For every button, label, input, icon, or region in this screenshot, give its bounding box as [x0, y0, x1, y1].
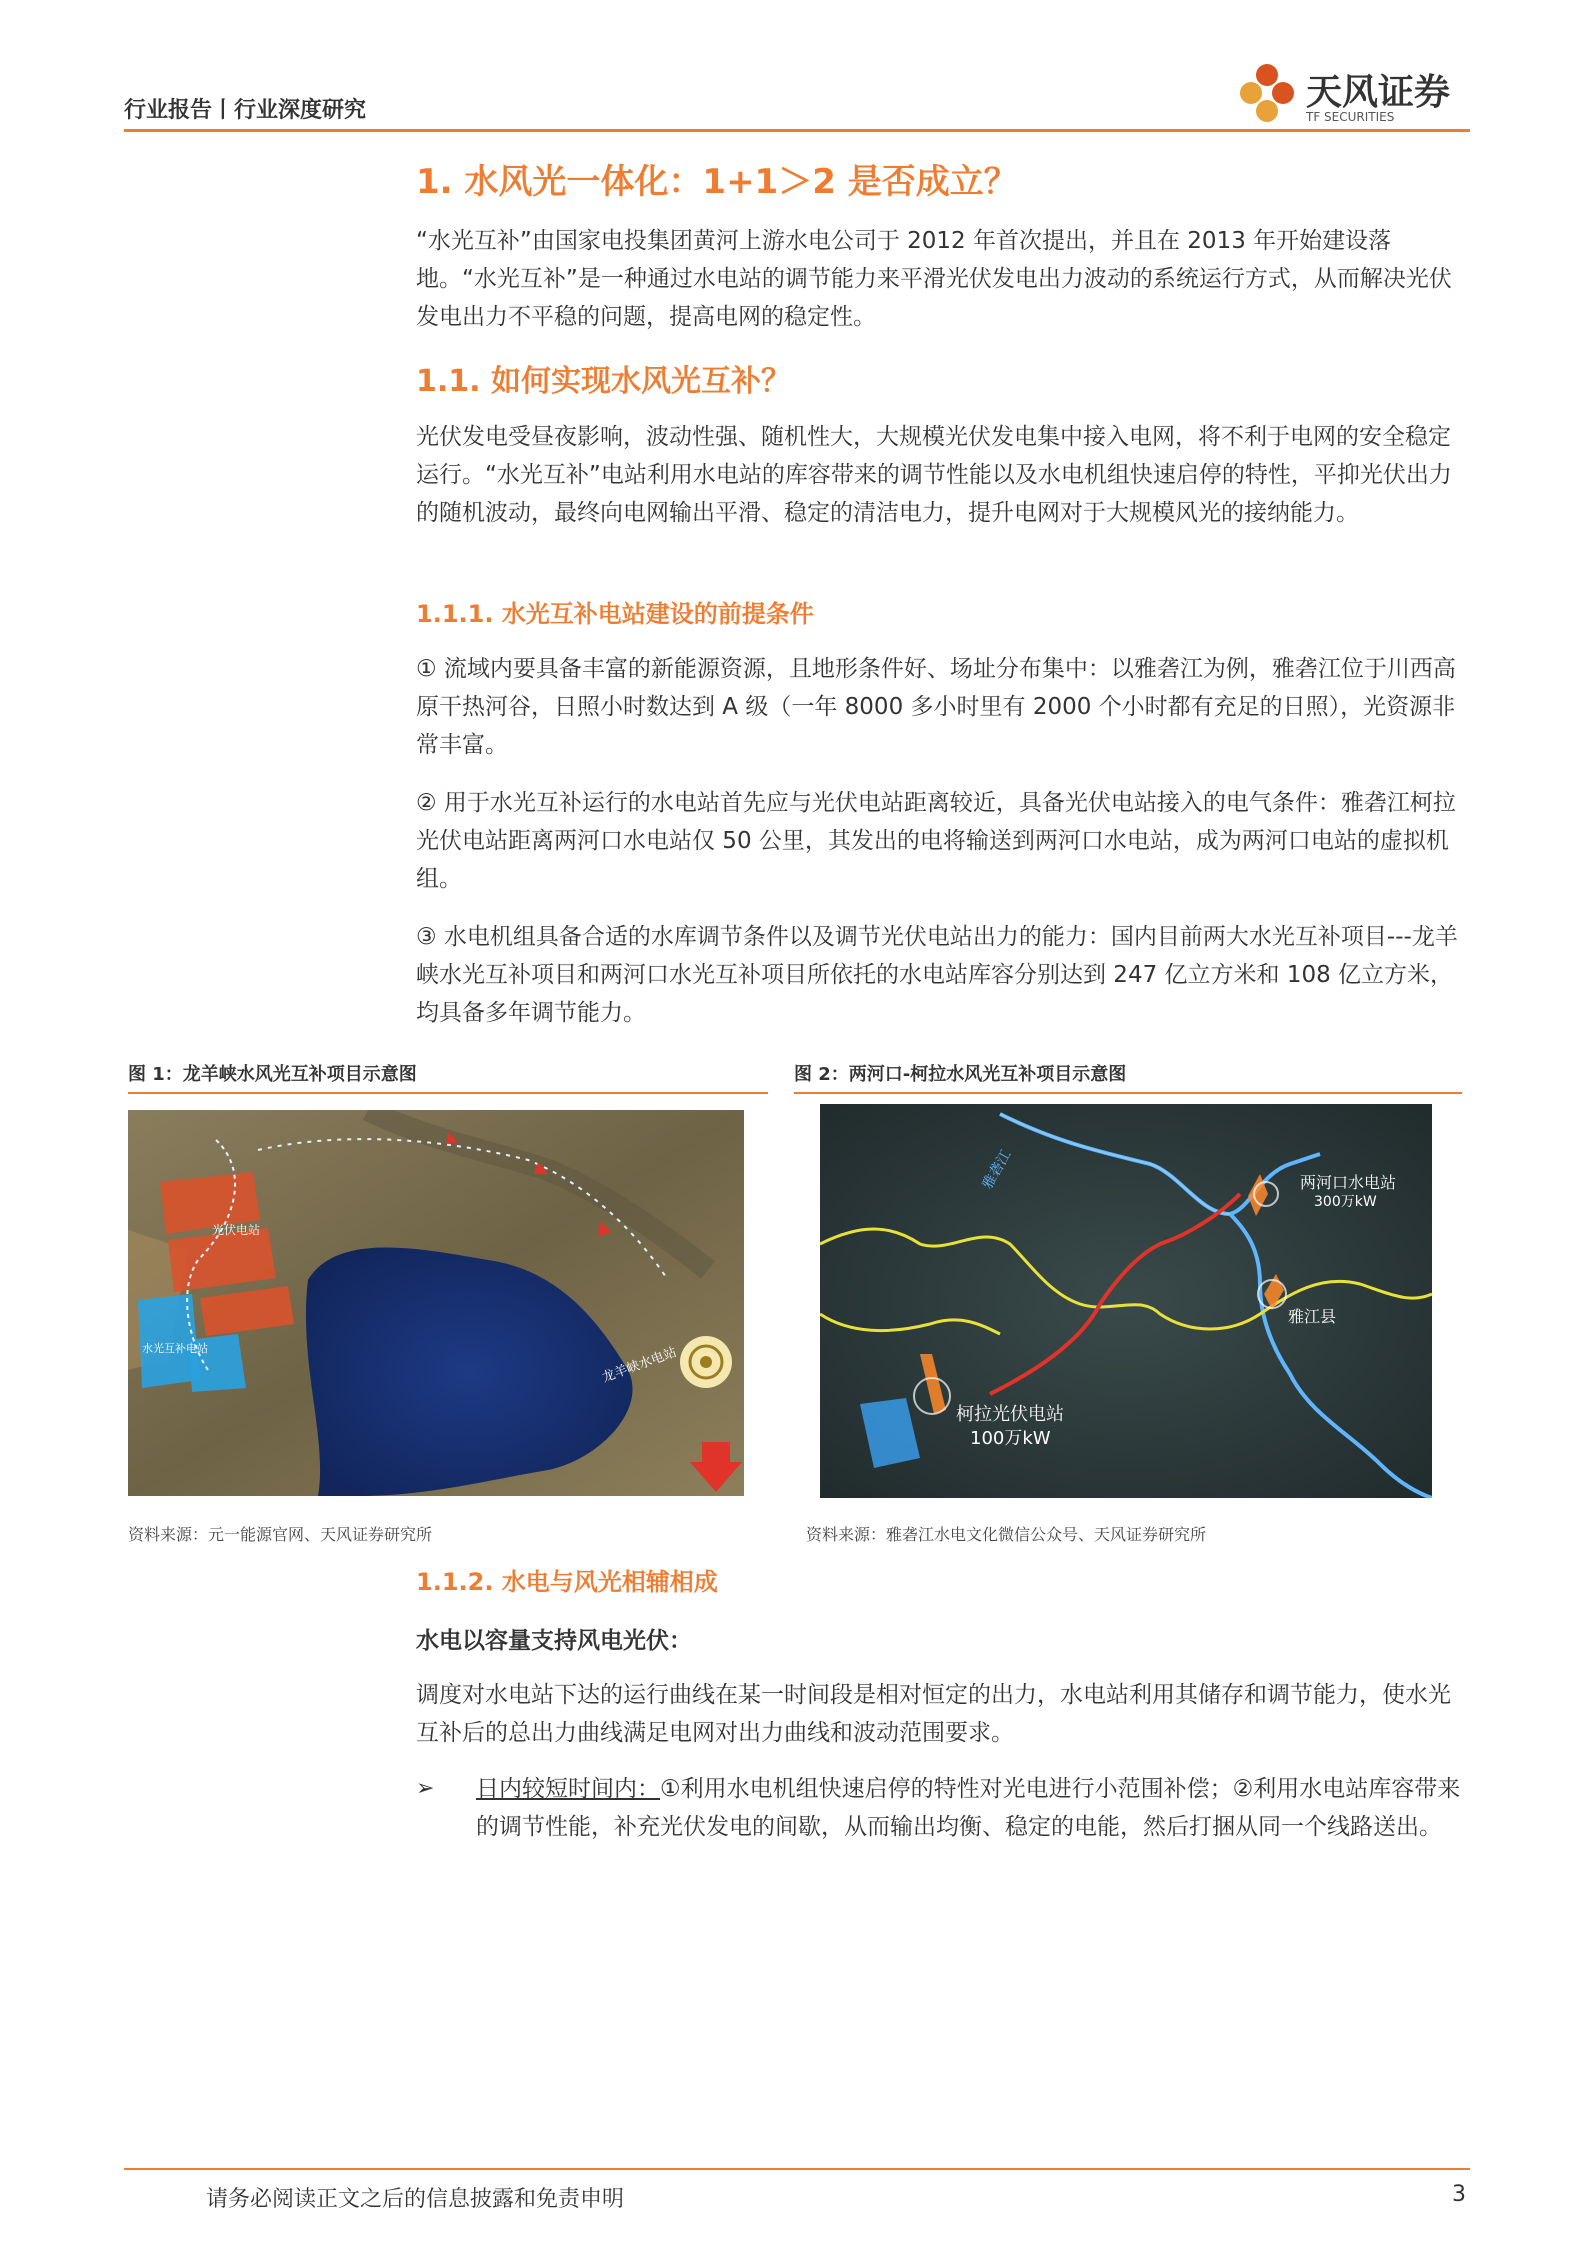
page-header — [124, 60, 1470, 132]
fig2-label-capacity-2: 100万kW — [970, 1428, 1051, 1449]
fig2-label-station: 两河口水电站 — [1300, 1173, 1397, 1192]
fig1-label-hydro: 龙羊峡水电站 — [600, 1344, 679, 1386]
section-1-1-2-text: 调度对水电站下达的运行曲线在某一时间段是相对恒定的出力，水电站利用其储存和调节能力，使水光互补后的总出力曲线满足电网对出力曲线和波动范围要求。 — [416, 1682, 1451, 1746]
fig2-label-county: 雅江县 — [1288, 1307, 1337, 1326]
fig2-label-pv: 柯拉光伏电站 — [956, 1404, 1064, 1425]
flower-logo-icon — [1240, 64, 1296, 124]
figure-1-map — [128, 1110, 744, 1496]
section-1-1-2-heading: 1.1.2. 水电与风光相辅相成 — [416, 1568, 718, 1596]
bullet-item — [476, 1770, 1470, 1846]
section-1-1-heading: 1.1. 如何实现水风光互补？ — [416, 364, 791, 399]
section-1-1-1-heading: 1.1.1. 水光互补电站建设的前提条件 — [416, 600, 814, 628]
figure-1-caption: 图 1：龙羊峡水风光互补项目示意图 — [128, 1060, 768, 1094]
section-1-1-text: 光伏发电受昼夜影响，波动性强、随机性大，大规模光伏发电集中接入电网，将不利于电网的安全稳定运行。“水光互补”电站利用水电站的库容带来的调节性能以及水电机组快速启停的特性，平抑光伏出力的随机波动，最终向电网输出平滑、稳定的清洁电力，提升电网对于大规模风光的接纳能力。 — [416, 424, 1452, 526]
section-1-intro: “水光互补”由国家电投集团黄河上游水电公司于 2012 年首次提出，并且在 2013 年开始建设落地。“水光互补”是一种通过水电站的调节能力来平滑光伏发电出力波动的系统运行方式，从而解决光伏发电出力不平稳的问题，提高电网的稳定性。 — [416, 228, 1452, 330]
condition-item-2: ② 用于水光互补运行的水电站首先应与光伏电站距离较近，具备光伏电站接入的电气条件：雅砻江柯拉光伏电站距离两河口水电站仅 50 公里，其发出的电将输送到两河口水电站，成为两河口电站的虚拟机组。 — [416, 790, 1456, 892]
figure-2-image — [820, 1104, 1432, 1498]
company-logo — [1240, 60, 1470, 130]
figure-1-image — [128, 1110, 744, 1496]
header-divider — [124, 129, 1470, 132]
condition-item-1: ① 流域内要具备丰富的新能源资源，且地形条件好、场址分布集中：以雅砻江为例，雅砻江位于川西高原干热河谷，日照小时数达到 A 级（一年 8000 多小时里有 2000 个小时都有充足的日照），光资源非常丰富。 — [416, 656, 1456, 758]
figure-1-source: 资料来源：元一能源官网、天风证券研究所 — [128, 1525, 433, 1544]
footer-divider — [124, 2168, 1470, 2170]
bullet-text: ①利用水电机组快速启停的特性对光电进行小范围补偿；②利用水电站库容带来的调节性能，补充光伏发电的间歇，从而输出均衡、稳定的电能，然后打捆从同一个线路送出。 — [476, 1776, 1461, 1840]
figure-2-caption: 图 2：两河口-柯拉水风光互补项目示意图 — [794, 1060, 1462, 1094]
bullet-arrow-icon: ➢ — [416, 1776, 435, 1801]
footer-disclaimer: 请务必阅读正文之后的信息披露和免责申明 — [206, 2187, 625, 2212]
logo-en: TF SECURITIES — [1306, 110, 1395, 124]
logo-name: 天风证券 — [1306, 72, 1451, 113]
report-type: 行业报告丨行业深度研究 — [124, 98, 367, 123]
fig2-label-river: 雅砻江 — [979, 1147, 1015, 1192]
section-1-1-2-subheading: 水电以容量支持风电光伏： — [416, 1628, 692, 1654]
condition-item-3: ③ 水电机组具备合适的水库调节条件以及调节光伏电站出力的能力：国内目前两大水光互补项目---龙羊峡水光互补项目和两河口水光互补项目所依托的水电站库容分别达到 247 亿立方米和 108 亿立方米，均具备多年调节能力。 — [416, 924, 1458, 1026]
fig1-label-pv: 光伏电站 — [212, 1223, 261, 1237]
fig1-label-complement: 水光互补电站 — [142, 1342, 208, 1355]
figure-2-source: 资料来源：雅砻江水电文化微信公众号、天风证券研究所 — [806, 1525, 1207, 1544]
figure-2-map — [820, 1104, 1432, 1498]
section-1-heading: 1. 水风光一体化：1+1＞2 是否成立？ — [416, 162, 1018, 202]
bullet-lead: 日内较短时间内： — [476, 1776, 660, 1802]
fig2-label-capacity-1: 300万kW — [1314, 1194, 1377, 1210]
page-number: 3 — [1452, 2182, 1466, 2207]
